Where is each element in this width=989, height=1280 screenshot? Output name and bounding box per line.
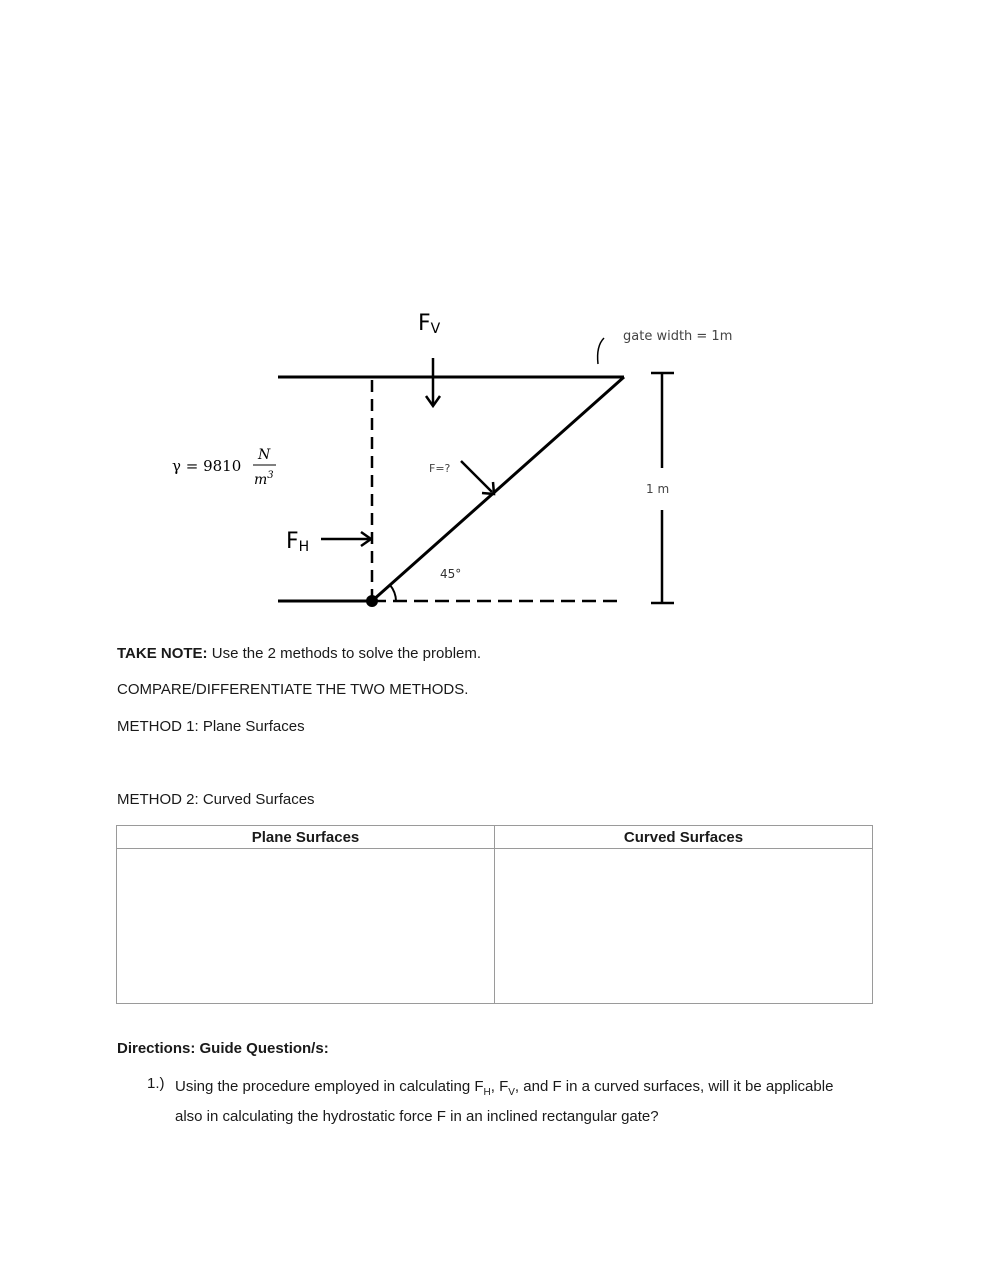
- question-1: Using the procedure employed in calculating $F_H$, $F_V$, and F in a curved surfaces, will it be applicable also in calculating the hydrostatic force F in an inclined rectangular gate?: [175, 1078, 834, 1125]
- fh-label: FH: [286, 529, 310, 555]
- header-curved-surfaces: Curved Surfaces: [495, 826, 873, 849]
- directions-title: Directions: Guide Question/s:: [117, 1040, 329, 1057]
- table-row: [117, 849, 873, 1004]
- compare-instruction: COMPARE/DIFFERENTIATE THE TWO METHODS.: [117, 681, 469, 698]
- gamma-denominator: $m^3$: [254, 470, 274, 488]
- gate-width-bracket: [598, 338, 604, 364]
- fv-label: FV: [418, 311, 441, 337]
- gamma-label: γ = 9810: [172, 457, 242, 475]
- plane-surfaces-cell[interactable]: [117, 849, 495, 1004]
- gate-width-label: gate width = 1m: [623, 329, 733, 344]
- f-label: F=?: [429, 462, 451, 475]
- hinge-point: [366, 595, 378, 607]
- table-header-row: [117, 826, 873, 849]
- angle-label: 45°: [440, 567, 462, 581]
- inclined-gate: [372, 377, 624, 601]
- f-arrow-shaft: [461, 461, 492, 492]
- gamma-numerator: N: [258, 447, 271, 463]
- header-plane-surfaces: Plane Surfaces: [117, 826, 495, 849]
- angle-arc: [390, 585, 396, 601]
- method-1: METHOD 1: Plane Surfaces: [117, 718, 305, 735]
- take-note: TAKE NOTE: Use the 2 methods to solve the problem.: [117, 645, 482, 662]
- question-number: 1.): [147, 1075, 165, 1092]
- comparison-table: [116, 825, 873, 1004]
- curved-surfaces-cell[interactable]: [495, 849, 873, 1004]
- method-2: METHOD 2: Curved Surfaces: [117, 791, 315, 808]
- height-label: 1 m: [646, 482, 670, 496]
